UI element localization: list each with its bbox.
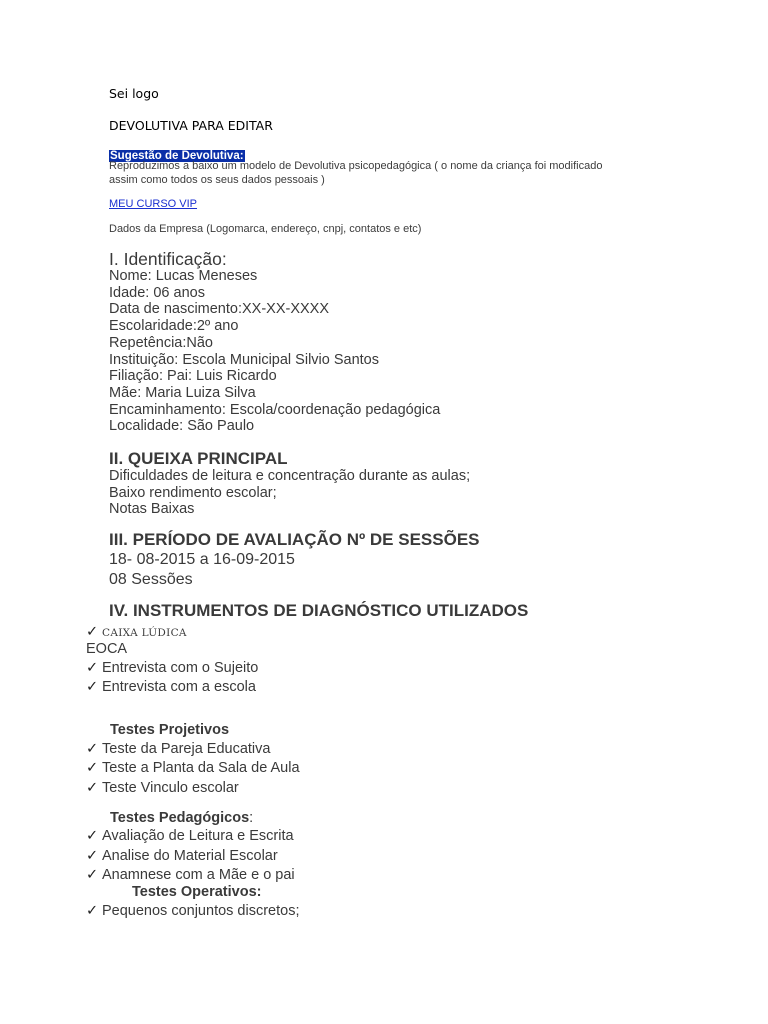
check-icon: ✓ — [86, 660, 99, 676]
queixa-list — [109, 468, 470, 518]
periodo-dates: 18- 08-2015 a 16-09-2015 — [109, 551, 295, 568]
checklist-item: ✓ Teste a Planta da Sala de Aula — [86, 760, 300, 776]
identificacao-line: Escolaridade:2º ano — [109, 318, 239, 335]
check-icon: ✓ — [86, 760, 99, 776]
check-icon: ✓ — [86, 780, 99, 796]
identificacao-line: Filiação: Pai: Luis Ricardo — [109, 368, 277, 385]
identificacao-line: Mãe: Maria Luiza Silva — [109, 384, 256, 401]
identificacao-line: Idade: 06 anos — [109, 284, 205, 301]
checklist-item: ✓ Entrevista com o Sujeito — [86, 660, 259, 676]
check-icon: ✓ — [86, 679, 99, 695]
operativos-title: Testes Operativos: — [132, 884, 262, 900]
pedagogicos-title: Testes Pedagógicos: — [110, 810, 254, 826]
company-data: Dados da Empresa (Logomarca, endereço, cnpj, contatos e etc) — [109, 223, 422, 235]
check-icon: ✓ — [86, 867, 99, 883]
checklist-item: ✓ Avaliação de Leitura e Escrita — [86, 828, 294, 844]
identificacao-line: Nome: Lucas Meneses — [109, 268, 258, 284]
check-icon: ✓ — [86, 903, 99, 919]
document-title: DEVOLUTIVA PARA EDITAR — [109, 118, 273, 133]
queixa-line: Baixo rendimento escolar; — [109, 484, 277, 501]
checklist-item: ✓ Analise do Material Escolar — [86, 848, 278, 864]
check-icon: ✓ — [86, 741, 99, 757]
identificacao-heading: I. Identificação: — [109, 249, 227, 269]
checklist-item: ✓ Teste Vinculo escolar — [86, 780, 239, 796]
identificacao-line: Repetência:Não — [109, 334, 213, 351]
checklist-item: ✓ Pequenos conjuntos discretos; — [86, 903, 300, 919]
identificacao-line: Localidade: São Paulo — [109, 418, 255, 435]
identificacao-line: Encaminhamento: Escola/coordenação pedagógica — [109, 401, 441, 418]
vip-course-link[interactable]: MEU CURSO VIP — [109, 198, 198, 210]
projetivos-title: Testes Projetivos — [110, 722, 230, 738]
checklist-item: ✓ Anamnese com a Mãe e o pai — [86, 867, 295, 883]
check-icon: ✓ — [86, 624, 99, 640]
intro-line-2: assim como todos os seus dados pessoais ) — [109, 174, 325, 186]
periodo-sessions: 08 Sessões — [109, 571, 193, 588]
check-icon: ✓ — [86, 848, 99, 864]
identificacao-line: Data de nascimento:XX-XX-XXXX — [109, 301, 330, 318]
intro-line-1: Reproduzimos a baixo um modelo de Devolutiva psicopedagógica ( o nome da criança foi modificado — [109, 160, 603, 172]
logo-text: Sei logo — [109, 86, 159, 101]
check-icon: ✓ — [86, 828, 99, 844]
checklist-item: ✓ CAIXA LÚDICA — [86, 624, 187, 640]
periodo-heading: III. PERÍODO DE AVALIAÇÃO Nº DE SESSÕES — [109, 530, 480, 549]
queixa-line: Dificuldades de leitura e concentração durante as aulas; — [109, 468, 471, 484]
eoca-label: EOCA — [86, 641, 128, 657]
identificacao-list — [109, 268, 440, 435]
instrumentos-heading: IV. INSTRUMENTOS DE DIAGNÓSTICO UTILIZADOS — [109, 601, 529, 620]
identificacao-line: Instituição: Escola Municipal Silvio Santos — [109, 351, 379, 368]
checklist-item: ✓ Entrevista com a escola — [86, 679, 256, 695]
queixa-line: Notas Baixas — [109, 501, 195, 518]
checklist-item: ✓ Teste da Pareja Educativa — [86, 741, 271, 757]
queixa-heading: II. QUEIXA PRINCIPAL — [109, 449, 288, 468]
intro-highlight: Sugestão de Devolutiva: — [110, 150, 244, 162]
